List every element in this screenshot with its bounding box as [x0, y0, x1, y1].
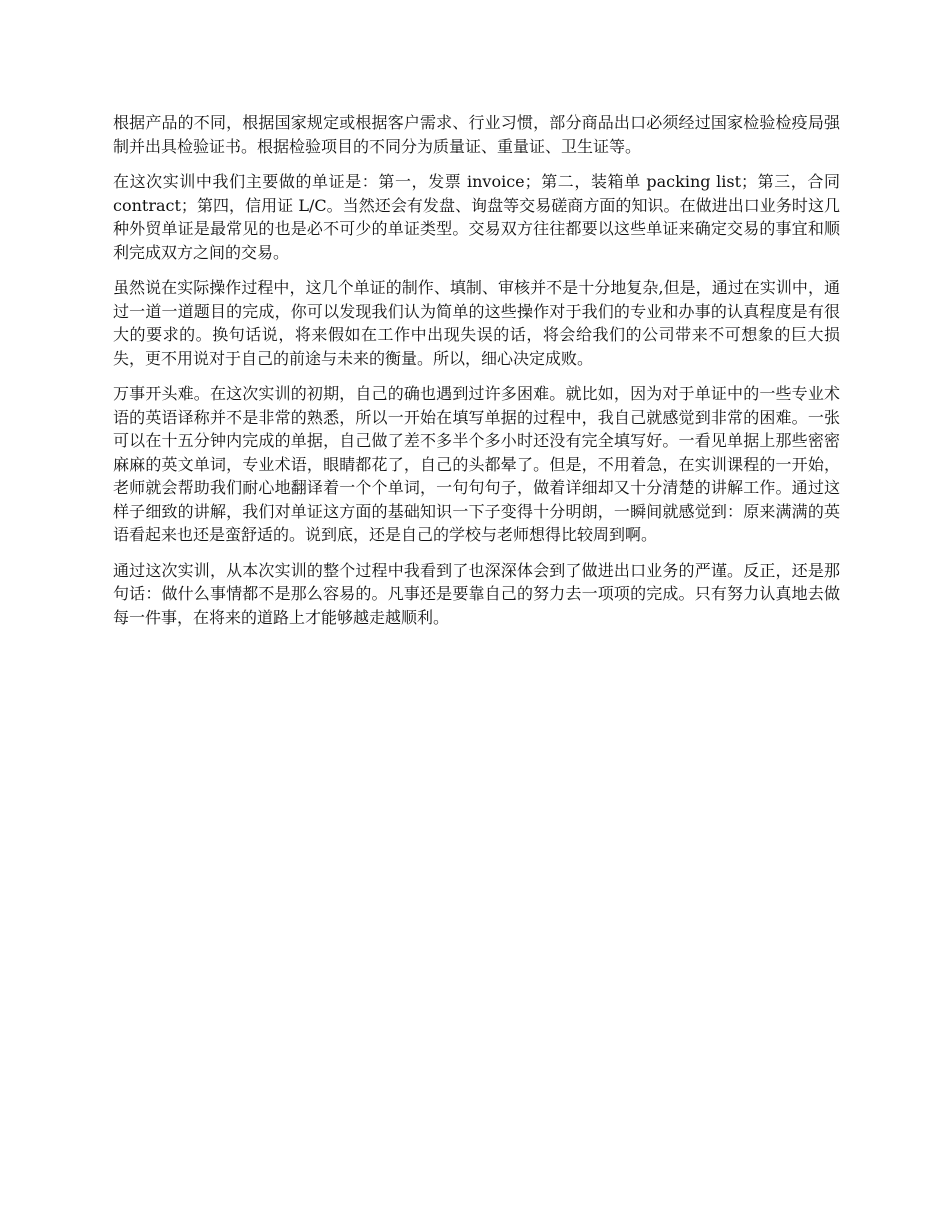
paragraph-initial-difficulties: 万事开头难。在这次实训的初期，自己的确也遇到过许多困难。就比如，因为对于单证中的一些专业术语的英语译称并不是非常的熟悉，所以一开始在填写单据的过程中，我自己就感觉到非常的困难。一张可以在十五分钟内完成的单据，自己做了差不多半个多小时还没有完全填写好。一看见单据上那些密密麻麻的英文单词，专业术语，眼睛都花了，自己的头都晕了。但是，不用着急，在实训课程的一开始，老师就会帮助我们耐心地翻译着一个个单词，一句句句子，做着详细却又十分清楚的讲解工作。通过这样子细致的讲解，我们对单证这方面的基础知识一下子变得十分明朗，一瞬间就感觉到：原来满满的英语看起来也还是蛮舒适的。说到底，还是自己的学校与老师想得比较周到啊。: [113, 384, 840, 544]
paragraph-inspection-certificates: 根据产品的不同，根据国家规定或根据客户需求、行业习惯，部分商品出口必须经过国家检验检疫局强制并出具检验证书。根据检验项目的不同分为质量证、重量证、卫生证等。: [113, 113, 840, 156]
paragraph-main-documents: 在这次实训中我们主要做的单证是：第一，发票 invoice；第二，装箱单 packing list；第三，合同 contract；第四，信用证 L/C。当然还会有发盘、询盘等交易磋商方面的知识。在做进出口业务时这几种外贸单证是最常见的也是必不可少的单证类型。交易双方往往都要以这些单证来确定交易的事宜和顺利完成双方之间的交易。: [113, 172, 840, 262]
paragraph-conclusion: 通过这次实训，从本次实训的整个过程中我看到了也深深体会到了做进出口业务的严谨。反正，还是那句话：做什么事情都不是那么容易的。凡事还是要靠自己的努力去一项项的完成。只有努力认真地去做每一件事，在将来的道路上才能够越走越顺利。: [113, 560, 840, 627]
document-page: [113, 111, 840, 641]
paragraph-carefulness: 虽然说在实际操作过程中，这几个单证的制作、填制、审核并不是十分地复杂,但是，通过在实训中，通过一道一道题目的完成，你可以发现我们认为简单的这些操作对于我们的专业和办事的认真程度是有很大的要求的。换句话说，将来假如在工作中出现失误的话，将会给我们的公司带来不可想象的巨大损失，更不用说对于自己的前途与未来的衡量。所以，细心决定成败。: [113, 278, 840, 368]
